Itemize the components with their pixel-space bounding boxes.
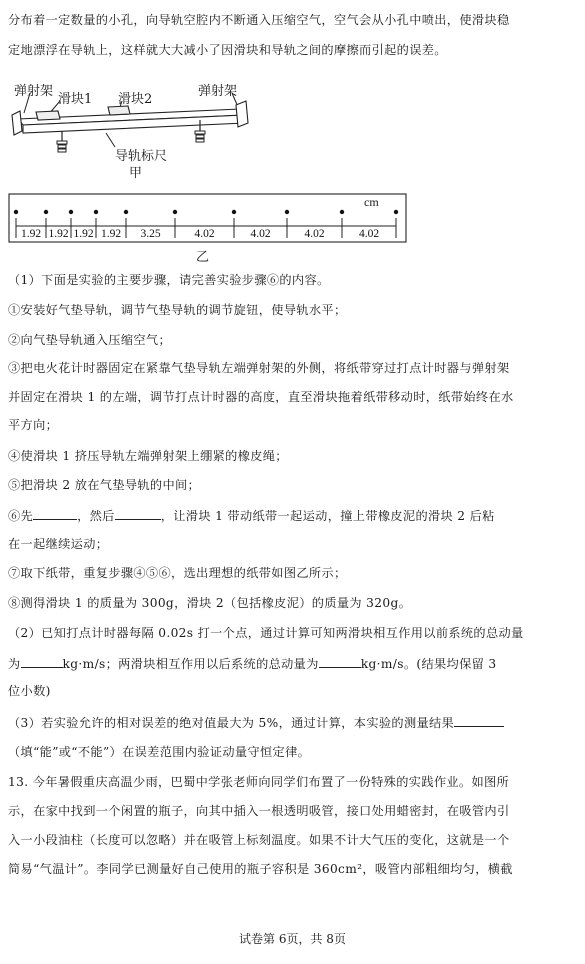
label-right-launcher: 弹射架	[198, 84, 238, 99]
tape-dot	[173, 210, 177, 214]
segment-length-label: 1.92	[48, 228, 69, 240]
answer-blank-momentum-after[interactable]	[319, 655, 361, 668]
step6-text-a: ⑥先	[8, 509, 34, 523]
q13-line-1: 13. 今年暑假重庆高温少雨，巴蜀中学张老师向同学们布置了一份特殊的实践作业。如图所	[8, 775, 510, 789]
label-slider-2: 滑块2	[118, 92, 153, 107]
segment-length-label: 4.02	[304, 228, 325, 240]
intro-line-1: 分布着一定数量的小孔，向导轨空腔内不断通入压缩空气，空气会从小孔中喷出，使滑块稳	[8, 13, 510, 27]
q2-text-c: kg·m/s。(结果均保留 3	[360, 657, 497, 671]
caption-jia: 甲	[129, 166, 143, 181]
q2-text-a: 为	[8, 657, 21, 671]
q2-line-1: （2）已知打点计时器每隔 0.02s 打一个点，通过计算可知两滑块相互作用以前系统的总动量	[8, 626, 524, 640]
q2-text-b: kg·m/s；两滑块相互作用以后系统的总动量为	[62, 657, 319, 671]
tape-dot	[285, 210, 289, 214]
q1-step-3-line-2: 并固定在滑块 1 的左端，调节打点计时器的高度，直至滑块拖着纸带移动时，纸带始终在水	[8, 390, 514, 404]
caption-yi: 乙	[196, 250, 210, 265]
q13-line-2: 示，在家中找到一个闲置的瓶子，向其中插入一根透明吸管，接口处用蜡密封，在吸管内引	[8, 804, 510, 818]
q2-line-3: 位小数)	[8, 684, 51, 698]
segment-length-label: 4.02	[250, 228, 271, 240]
step6-text-c: ，让滑块 1 带动纸带一起运动，撞上带橡皮泥的滑块 2 后粘	[160, 509, 495, 523]
q1-step-2: ②向气垫导轨通入压缩空气；	[8, 333, 171, 347]
q3-line-2: （填“能”或“不能”）在误差范围内验证动量守恒定律。	[8, 745, 311, 759]
q2-line-2	[8, 655, 497, 672]
segment-length-label: 3.25	[140, 228, 161, 240]
q1-step-6-line-2: 在一起继续运动；	[8, 537, 109, 551]
segment-length-label: 1.92	[100, 228, 122, 240]
answer-blank-momentum-before[interactable]	[21, 655, 63, 668]
q1-step-5: ⑤把滑块 2 放在气垫导轨的中间；	[8, 478, 201, 492]
q1-step-7: ⑦取下纸带，重复步骤④⑤⑥，选出理想的纸带如图乙所示；	[8, 566, 347, 580]
tape-dot	[14, 210, 18, 214]
label-left-launcher: 弹射架	[14, 84, 54, 99]
q13-line-4: 简易“气温计”。李同学已测量好自己使用的瓶子容积是 360cm²，吸管内部粗细均匀，横截	[8, 862, 513, 876]
tape-dot	[340, 210, 344, 214]
answer-blank-step6-first[interactable]	[33, 507, 77, 520]
paper-tape	[8, 192, 408, 252]
q1-step-3-line-3: 平方向；	[8, 418, 59, 432]
unit-label: cm	[364, 195, 379, 209]
tape-dot	[94, 210, 98, 214]
q1-step-4: ④使滑块 1 挤压导轨左端弹射架上绷紧的橡皮绳；	[8, 449, 288, 463]
tape-dot	[394, 210, 398, 214]
answer-blank-step6-then[interactable]	[115, 507, 161, 520]
q1-step-8: ⑧测得滑块 1 的质量为 300g，滑块 2（包括橡皮泥）的质量为 320g。	[8, 596, 412, 610]
segment-length-label: 4.02	[358, 228, 380, 240]
q1-step-1: ①安装好气垫导轨，调节气垫导轨的调节旋钮，使导轨水平；	[8, 303, 347, 317]
segment-length-label: 1.92	[20, 228, 42, 240]
q1-step-6-line-1	[8, 507, 495, 524]
label-slider-1: 滑块1	[58, 92, 93, 107]
segment-length-label: 4.02	[194, 228, 215, 240]
q3-line-1	[8, 714, 504, 731]
tape-dot	[69, 210, 73, 214]
intro-line-2: 定地漂浮在导轨上，这样就大大减小了因滑块和导轨之间的摩擦而引起的误差。	[8, 43, 447, 57]
page-footer: 试卷第 6页，共 8页	[239, 932, 346, 946]
q13-line-3: 入一小段油柱（长度可以忽略）并在吸管上标刻温度。如果不计大气压的变化，这就是一个	[8, 833, 510, 847]
segment-length-label: 1.92	[73, 228, 94, 240]
tape-dot	[124, 210, 128, 214]
tape-dot	[232, 210, 236, 214]
q3-text: （3）若实验允许的相对误差的绝对值最大为 5%，通过计算，本实验的测量结果	[8, 716, 455, 730]
answer-blank-q3[interactable]	[454, 714, 504, 727]
tape-dot	[44, 210, 48, 214]
label-ruler: 导轨标尺	[115, 149, 168, 164]
q1-step-3-line-1: ③把电火花计时器固定在紧靠气垫导轨左端弹射架的外侧，将纸带穿过打点计时器与弹射架	[8, 361, 510, 375]
q1-intro: （1）下面是实验的主要步骤，请完善实验步骤⑥的内容。	[8, 273, 330, 287]
step6-text-b: ，然后	[77, 509, 115, 523]
